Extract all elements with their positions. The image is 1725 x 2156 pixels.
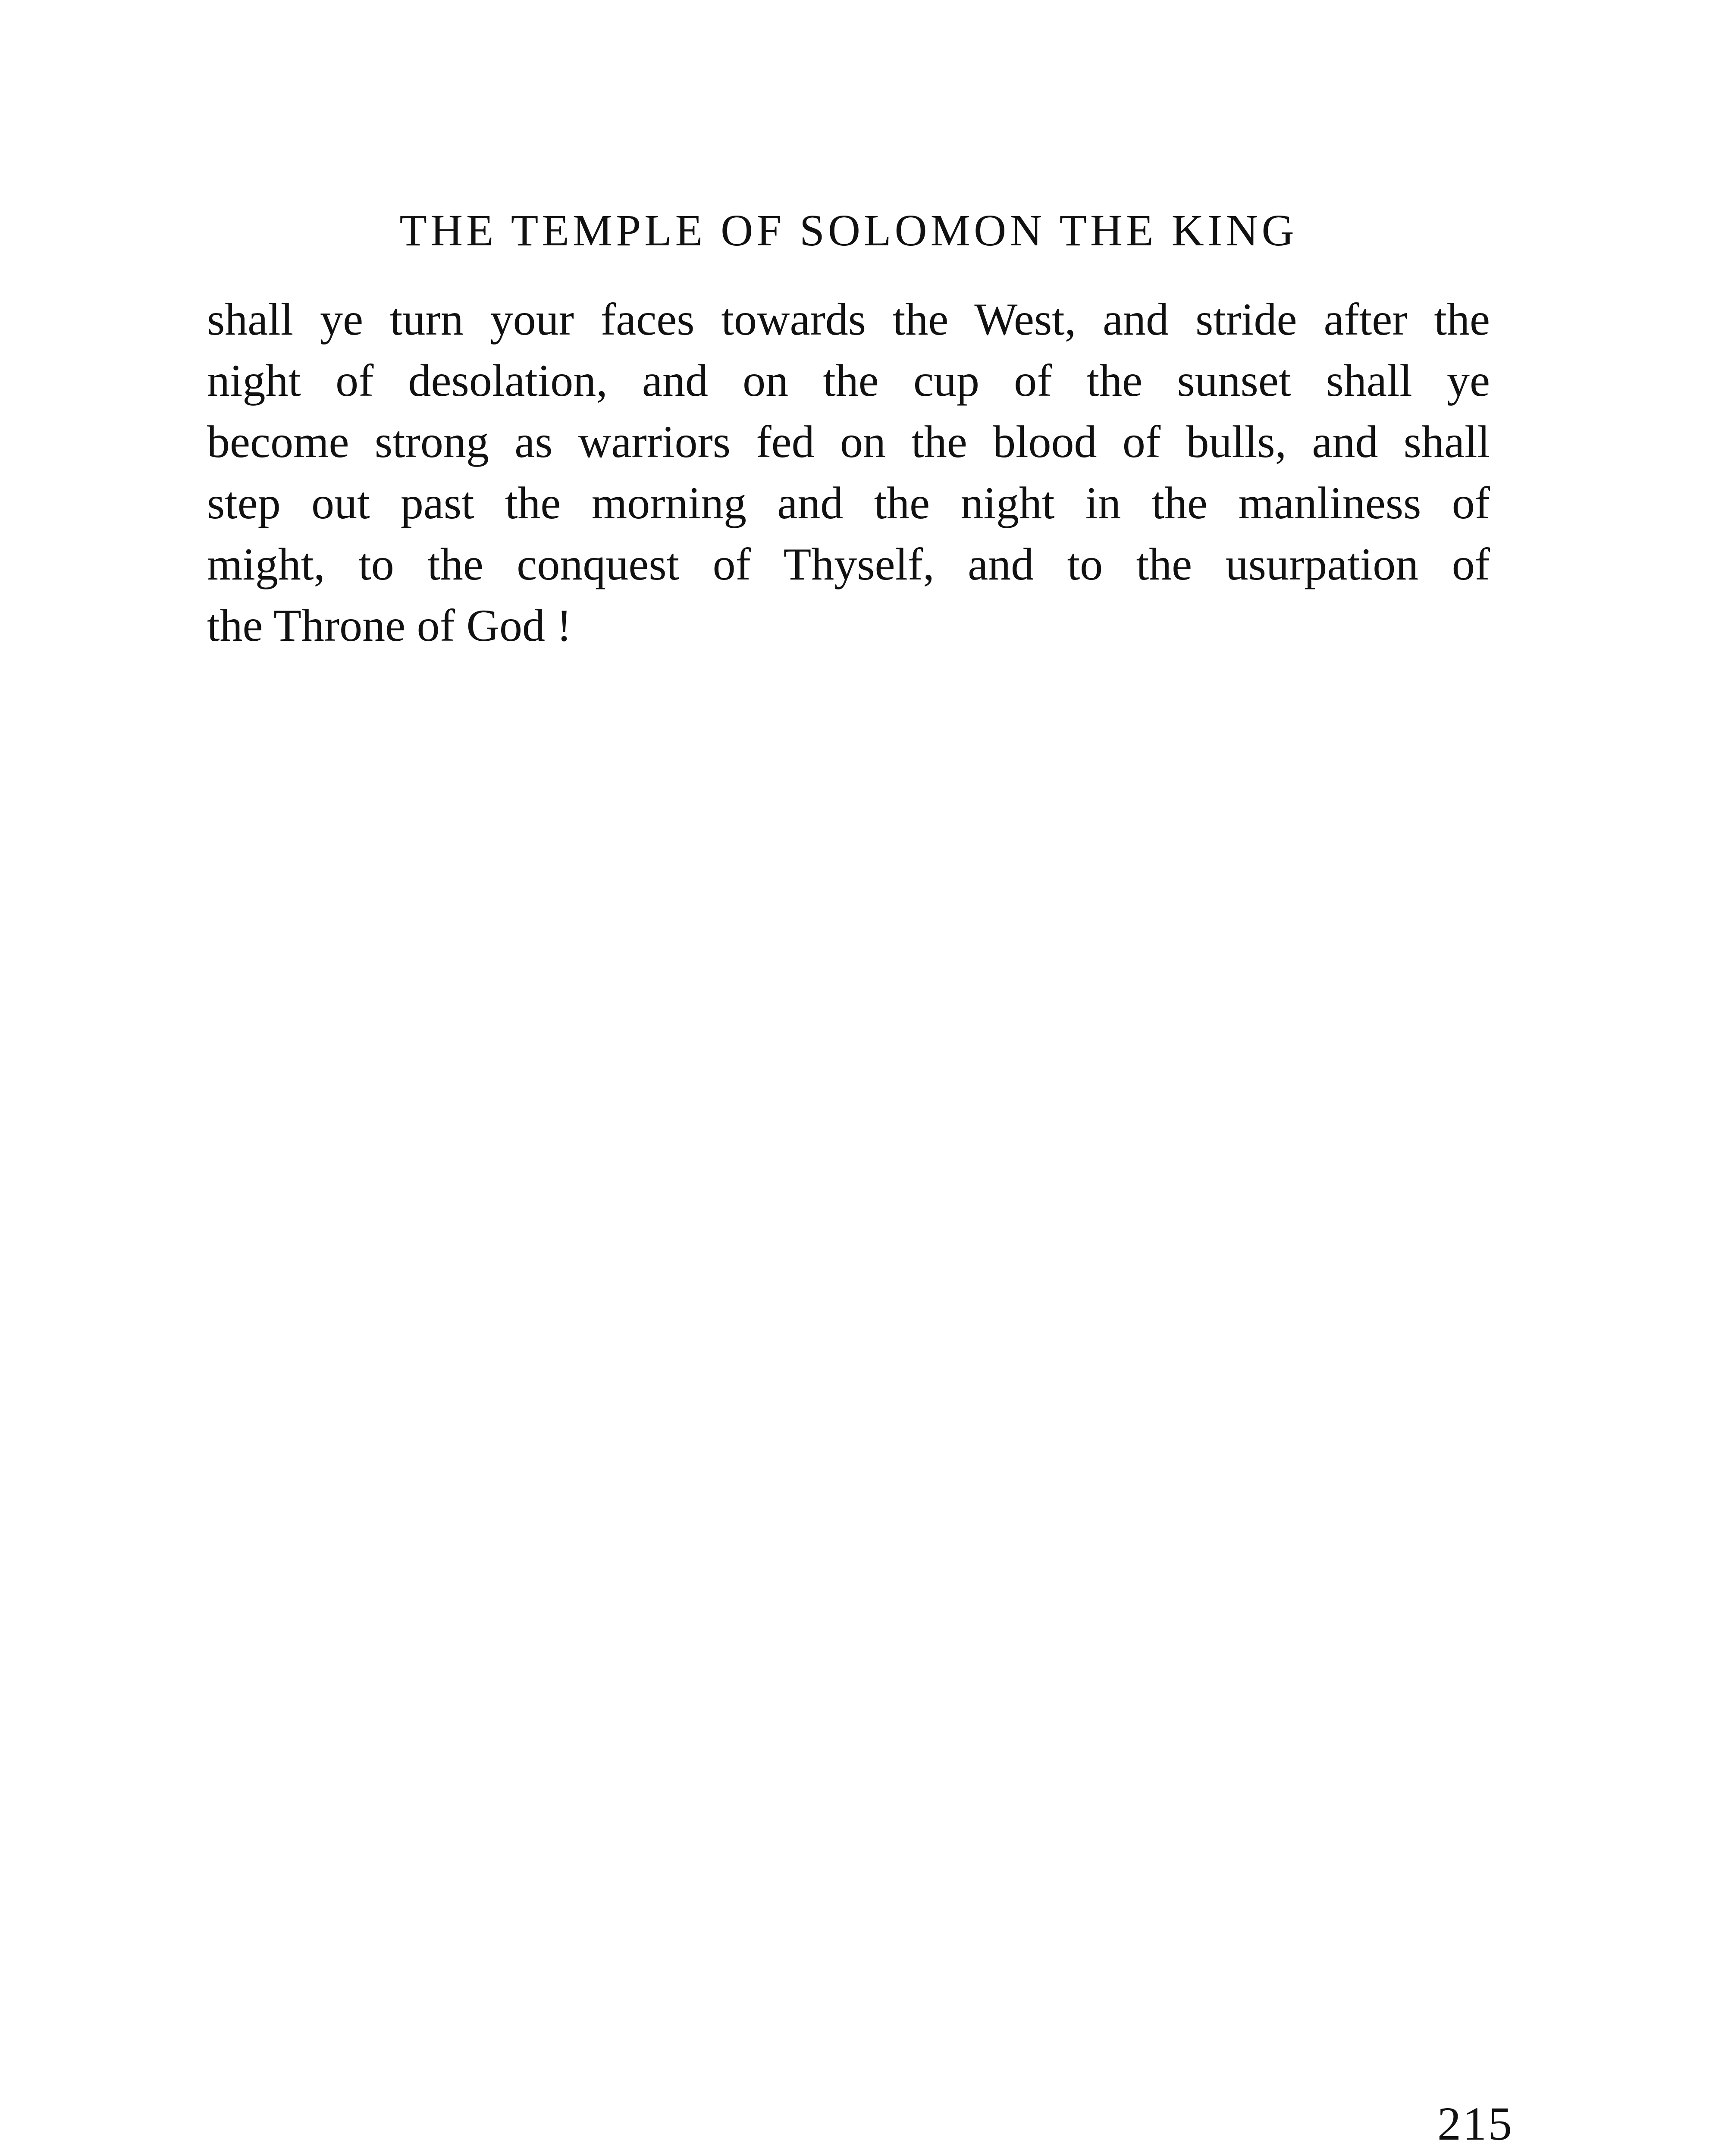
text-line: might, to the conquest of Thyself, and to the usurpation of [207,539,1490,589]
text-line: become strong as warriors fed on the blood of bulls, and shall [207,417,1490,467]
text-line: night of desolation, and on the cup of the sunset shall ye [207,355,1490,406]
running-head: THE TEMPLE OF SOLOMON THE KING [399,206,1298,255]
text-line: shall ye turn your faces towards the West, and stride after the [207,294,1490,345]
text-line: the Throne of God ! [207,600,572,651]
body-paragraph [207,289,1490,656]
page-number: 215 [1437,2097,1514,2150]
text-line: step out past the morning and the night in the manliness of [207,478,1490,528]
